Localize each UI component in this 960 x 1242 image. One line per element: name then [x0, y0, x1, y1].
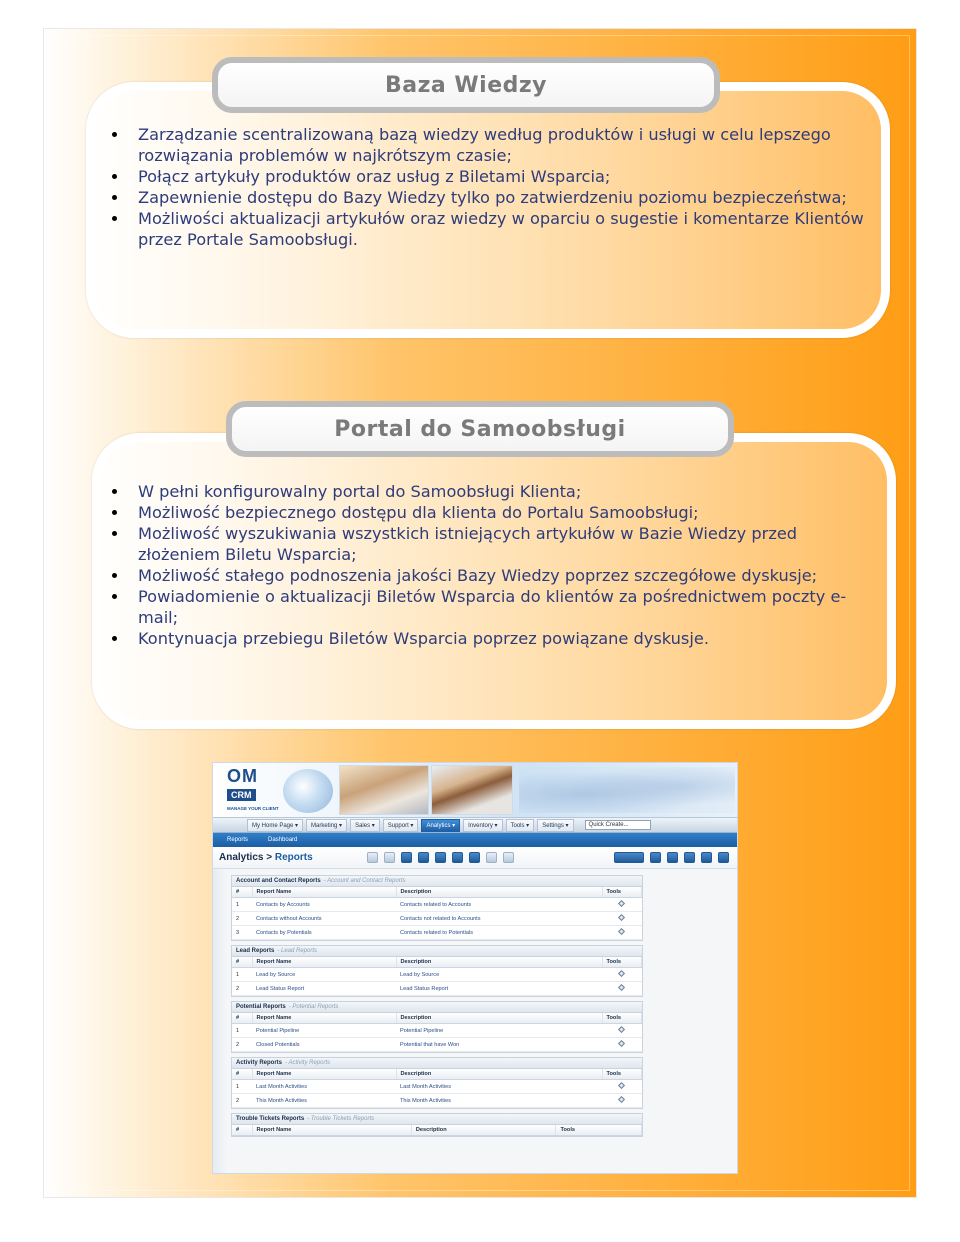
report-name-link[interactable]: Contacts by Potentials: [252, 926, 396, 940]
edit-icon[interactable]: [618, 900, 625, 907]
edit-icon[interactable]: [618, 984, 625, 991]
column-header: Description: [396, 1069, 602, 1080]
list-item: Możliwości aktualizacji artykułów oraz wiedzy w oparciu o sugestie i komentarze Klientów przez Portale Samoobsługi.: [110, 208, 870, 250]
report-description: Contacts related to Potentials: [396, 926, 602, 940]
row-number: 1: [232, 898, 252, 912]
nav-item[interactable]: Support ▾: [383, 819, 419, 832]
toolbar-right-icons: [614, 852, 737, 863]
list-item: Możliwość stałego podnoszenia jakości Bazy Wiedzy poprzez szczegółowe dyskusje;: [110, 565, 870, 586]
report-name-link[interactable]: Potential Pipeline: [252, 1024, 396, 1038]
delete-icon[interactable]: [718, 852, 729, 863]
report-tools: [602, 926, 642, 940]
new-report-icon[interactable]: [667, 852, 678, 863]
crm-screenshot: [212, 762, 738, 1174]
report-table: [232, 1069, 642, 1108]
report-tools: [602, 912, 642, 926]
report-table: [232, 1013, 642, 1052]
edit-icon[interactable]: [618, 970, 625, 977]
self-service-list: [110, 481, 870, 649]
list-item: Powiadomienie o aktualizacji Biletów Wsparcia do klientów za pośrednictwem poczty e-mail;: [110, 586, 870, 628]
notes-icon[interactable]: [469, 852, 480, 863]
column-header: Tools: [602, 887, 642, 898]
row-number: 2: [232, 912, 252, 926]
table-row: [232, 912, 642, 926]
report-name-link[interactable]: Lead Status Report: [252, 982, 396, 996]
edit-icon[interactable]: [618, 1026, 625, 1033]
report-name-link[interactable]: Contacts by Accounts: [252, 898, 396, 912]
column-header: Tools: [602, 1013, 642, 1024]
import-icon[interactable]: [486, 852, 497, 863]
nav-item[interactable]: Sales ▾: [350, 819, 380, 832]
list-item: Zapewnienie dostępu do Bazy Wiedzy tylko po zatwierdzeniu poziomu bezpieczeństwa;: [110, 187, 870, 208]
column-header: Description: [396, 1013, 602, 1024]
breadcrumb: Analytics > Reports: [219, 852, 313, 863]
report-table: [232, 957, 642, 996]
row-number: 2: [232, 1038, 252, 1052]
table-row: [232, 898, 642, 912]
table-row: [232, 1038, 642, 1052]
crm-toolbar: [213, 847, 737, 869]
column-header: #: [232, 1013, 252, 1024]
view-menu-icon[interactable]: [614, 852, 644, 863]
nav-item[interactable]: Analytics ▾: [421, 819, 460, 832]
report-table: [232, 1125, 642, 1136]
calendar-icon[interactable]: [401, 852, 412, 863]
report-tools: [602, 968, 642, 982]
list-item: W pełni konfigurowalny portal do Samoobsługi Klienta;: [110, 481, 870, 502]
nav-item[interactable]: Settings ▾: [537, 819, 573, 832]
nav-item[interactable]: My Home Page ▾: [247, 819, 303, 832]
report-name-link[interactable]: This Month Activities: [252, 1094, 396, 1108]
edit-icon[interactable]: [618, 914, 625, 921]
list-item: Kontynuacja przebiegu Biletów Wsparcia poprzez powiązane dyskusje.: [110, 628, 870, 649]
edit-icon[interactable]: [701, 852, 712, 863]
report-tools: [602, 982, 642, 996]
add-icon[interactable]: [367, 852, 378, 863]
calculator-icon[interactable]: [435, 852, 446, 863]
report-description: This Month Activities: [396, 1094, 602, 1108]
report-name-link[interactable]: Contacts without Accounts: [252, 912, 396, 926]
globe-icon: [283, 769, 333, 813]
crm-logo: [227, 767, 289, 815]
report-section: [231, 945, 643, 997]
quick-create-select[interactable]: Quick Create...: [585, 820, 651, 830]
table-row: [232, 1024, 642, 1038]
report-section: [231, 875, 643, 941]
column-header: #: [232, 887, 252, 898]
report-section-title: Potential Reports - Potential Reports: [232, 1002, 642, 1013]
column-header: Report Name: [252, 1125, 411, 1136]
column-header: Tools: [602, 957, 642, 968]
nav-item[interactable]: Inventory ▾: [463, 819, 502, 832]
column-header: Description: [396, 957, 602, 968]
knowledge-base-title: Baza Wiedzy: [212, 57, 720, 113]
column-header: Report Name: [252, 887, 396, 898]
column-header: Report Name: [252, 1069, 396, 1080]
report-section-title: Lead Reports - Lead Reports: [232, 946, 642, 957]
list-item: Możliwość bezpiecznego dostępu dla klienta do Portalu Samoobsługi;: [110, 502, 870, 523]
report-description: Potential Pipeline: [396, 1024, 602, 1038]
column-header: Description: [411, 1125, 556, 1136]
column-header: Tools: [556, 1125, 642, 1136]
report-tools: [602, 1024, 642, 1038]
report-tools: [602, 1094, 642, 1108]
search-icon[interactable]: [384, 852, 395, 863]
table-row: [232, 1080, 642, 1094]
edit-icon[interactable]: [618, 1082, 625, 1089]
edit-icon[interactable]: [618, 928, 625, 935]
folder-icon[interactable]: [684, 852, 695, 863]
row-number: 2: [232, 982, 252, 996]
nav-item[interactable]: Marketing ▾: [306, 819, 347, 832]
report-section-title: Account and Contact Reports - Account and Contact Reports: [232, 876, 642, 887]
breadcrumb-root[interactable]: Analytics: [219, 852, 264, 863]
team-photo: [339, 765, 429, 815]
clock-icon[interactable]: [418, 852, 429, 863]
export-icon[interactable]: [503, 852, 514, 863]
report-description: Contacts not related to Accounts: [396, 912, 602, 926]
table-row: [232, 982, 642, 996]
row-number: 1: [232, 1080, 252, 1094]
breadcrumb-page: Reports: [274, 852, 313, 863]
report-tools: [602, 898, 642, 912]
logo-om: OM: [227, 766, 258, 786]
report-tools: [602, 1080, 642, 1094]
column-header: #: [232, 957, 252, 968]
self-service-title: Portal do Samoobsługi: [226, 401, 734, 457]
report-name-link[interactable]: Last Month Activities: [252, 1080, 396, 1094]
logo-tagline: MANAGE YOUR CLIENT: [227, 806, 279, 811]
column-header: #: [232, 1125, 252, 1136]
column-header: Report Name: [252, 957, 396, 968]
report-section: [231, 1113, 643, 1137]
table-row: [232, 926, 642, 940]
report-description: Last Month Activities: [396, 1080, 602, 1094]
crm-main-nav: [213, 817, 737, 833]
row-number: 3: [232, 926, 252, 940]
report-description: Lead Status Report: [396, 982, 602, 996]
crm-header: [213, 763, 737, 817]
report-description: Contacts related to Accounts: [396, 898, 602, 912]
logo-crm: CRM: [227, 789, 256, 801]
knowledge-base-list: [110, 124, 870, 250]
column-header: #: [232, 1069, 252, 1080]
list-item: Połącz artykuły produktów oraz usług z Biletami Wsparcia;: [110, 166, 870, 187]
report-description: Lead by Source: [396, 968, 602, 982]
businesswoman-photo: [431, 765, 513, 815]
toolbar-icons: [367, 852, 514, 863]
dropdown-icon[interactable]: [650, 852, 661, 863]
report-section: [231, 1057, 643, 1109]
report-table: [232, 887, 642, 940]
column-header: Report Name: [252, 1013, 396, 1024]
row-number: 1: [232, 968, 252, 982]
row-number: 2: [232, 1094, 252, 1108]
report-section: [231, 1001, 643, 1053]
edit-icon[interactable]: [618, 1040, 625, 1047]
reports-list: [213, 869, 737, 1174]
report-section-title: Trouble Tickets Reports - Trouble Tickets Reports: [232, 1114, 642, 1125]
nav-item[interactable]: Tools ▾: [506, 819, 535, 832]
report-description: Potential that have Won: [396, 1038, 602, 1052]
world-map-graphic: [519, 767, 735, 813]
report-name-link[interactable]: Lead by Source: [252, 968, 396, 982]
chat-icon[interactable]: [452, 852, 463, 863]
table-row: [232, 968, 642, 982]
subnav-reports[interactable]: Reports: [227, 837, 249, 843]
list-item: Zarządzanie scentralizowaną bazą wiedzy według produktów i usługi w celu lepszego rozwiązania problemów w najkrótszym czasie;: [110, 124, 870, 166]
column-header: Tools: [602, 1069, 642, 1080]
list-item: Możliwość wyszukiwania wszystkich istniejących artykułów w Bazie Wiedzy przed złożeniem Biletu Wsparcia;: [110, 523, 870, 565]
table-row: [232, 1094, 642, 1108]
row-number: 1: [232, 1024, 252, 1038]
report-name-link[interactable]: Closed Potentials: [252, 1038, 396, 1052]
edit-icon[interactable]: [618, 1096, 625, 1103]
crm-sub-nav: [213, 833, 737, 847]
report-section-title: Activity Reports - Activity Reports: [232, 1058, 642, 1069]
subnav-dashboard[interactable]: Dashboard: [268, 837, 298, 843]
report-tools: [602, 1038, 642, 1052]
column-header: Description: [396, 887, 602, 898]
